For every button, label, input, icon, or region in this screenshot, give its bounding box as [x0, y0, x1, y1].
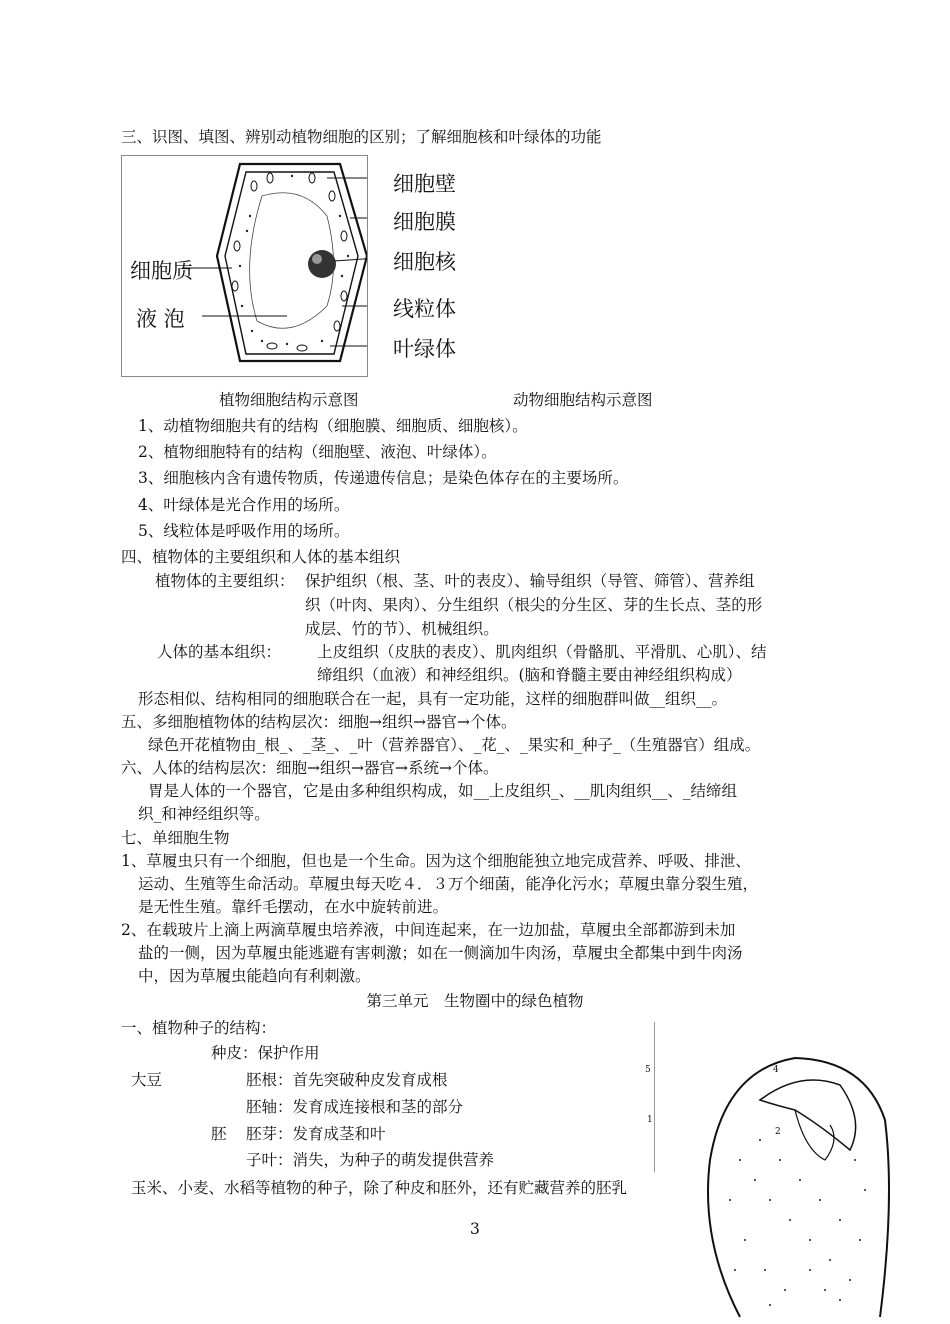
section5-title: 五、多细胞植物体的结构层次：细胞→组织→器官→个体。	[121, 713, 517, 731]
label-mitochondria: 线粒体	[393, 297, 456, 321]
human-tissue-line: 缔组织（血液）和神经组织。(脑和脊髓主要由神经组织构成）	[317, 666, 742, 684]
label-cell-membrane: 细胞膜	[393, 210, 456, 234]
seed-mark: 5	[645, 1065, 651, 1075]
figure-divider	[654, 1022, 655, 1172]
section7-p2-line: 中，因为草履虫能趋向有利刺激。	[138, 967, 371, 985]
label-cytoplasm: 细胞质	[130, 259, 193, 283]
section7-p1-line: 是无性生殖。靠纤毛摆动，在水中旋转前进。	[138, 898, 449, 916]
seed-hypocotyl: 胚轴：发育成连接根和茎的部分	[246, 1098, 464, 1116]
tissue-definition: 形态相似、结构相同的细胞联合在一起，具有一定功能，这样的细胞群叫做__组织__。	[138, 690, 728, 708]
section4-title: 四、植物体的主要组织和人体的基本组织	[121, 548, 401, 566]
human-tissue-label: 人体的基本组织：	[157, 643, 282, 661]
seed-plumule: 胚芽：发育成茎和叶	[246, 1125, 386, 1143]
human-tissue-line: 上皮组织（皮肤的表皮）、肌肉组织（骨骼肌、平滑肌、心肌）、结	[317, 643, 767, 661]
plant-tissue-label: 植物体的主要组织：	[155, 572, 295, 590]
section5-text: 绿色开花植物由_根_、_茎_、_叶（营养器官）、_花_、_果实和_种子_（生殖器官）组成。	[148, 736, 761, 754]
seed-title: 一、植物种子的结构：	[121, 1019, 277, 1037]
seed-mark: 2	[775, 1127, 781, 1137]
embryo-label: 胚	[211, 1125, 227, 1143]
seed-figure	[700, 1040, 940, 1320]
label-chloroplast: 叶绿体	[393, 337, 456, 361]
page-number: 3	[470, 1220, 480, 1238]
label-nucleus: 细胞核	[393, 250, 456, 274]
cell-point: 3、细胞核内含有遗传物质，传递遗传信息；是染色体存在的主要场所。	[138, 469, 629, 487]
unit3-title: 第三单元 生物圈中的绿色植物	[366, 992, 584, 1010]
section6-line: 织_和神经组织等。	[138, 805, 270, 823]
caption-animal-cell: 动物细胞结构示意图	[513, 391, 653, 409]
caption-plant-cell: 植物细胞结构示意图	[219, 391, 359, 409]
section7-p2-line: 盐的一侧，因为草履虫能逃避有害刺激；如在一侧滴加牛肉汤，草履虫全都集中到牛肉汤	[138, 944, 743, 962]
label-cell-wall: 细胞壁	[393, 172, 456, 196]
section3-title: 三、识图、填图、辨别动植物细胞的区别；了解细胞核和叶绿体的功能	[121, 128, 602, 146]
corn-seed-text: 玉米、小麦、水稻等植物的种子，除了种皮和胚外，还有贮藏营养的胚乳	[131, 1179, 628, 1197]
section7-title: 七、单细胞生物	[121, 829, 230, 847]
cell-point: 5、线粒体是呼吸作用的场所。	[138, 522, 350, 540]
plant-tissue-line: 保护组织（根、茎、叶的表皮）、输导组织（导管、筛管）、营养组	[305, 572, 755, 590]
section6-title: 六、人体的结构层次：细胞→组织→器官→系统→个体。	[121, 759, 499, 777]
seed-cotyledon: 子叶：消失，为种子的萌发提供营养	[246, 1151, 495, 1169]
seed-mark: 1	[647, 1115, 653, 1125]
cell-point: 4、叶绿体是光合作用的场所。	[138, 496, 350, 514]
section6-line: 胃是人体的一个器官，它是由多种组织构成，如__上皮组织_、__肌肉组织__、_结缔组	[148, 782, 738, 800]
section7-p1-line: 运动、生殖等生命活动。草履虫每天吃４．３万个细菌，能净化污水；草履虫靠分裂生殖，	[138, 875, 759, 893]
corn-seed-diagram	[700, 1040, 940, 1320]
seed-radicle: 胚根：首先突破种皮发育成根	[246, 1071, 448, 1089]
label-vacuole: 液 泡	[136, 307, 185, 331]
nucleus-shape	[308, 250, 336, 278]
section7-p2-line: 2、在载玻片上滴上两滴草履虫培养液，中间连起来，在一边加盐，草履虫全部都游到未加	[121, 921, 736, 939]
cell-point: 1、动植物细胞共有的结构（细胞膜、细胞质、细胞核）。	[138, 417, 528, 435]
cell-point: 2、植物细胞特有的结构（细胞壁、液泡、叶绿体）。	[138, 443, 497, 461]
section7-p1-line: 1、草履虫只有一个细胞，但也是一个生命。因为这个细胞能独立地完成营养、呼吸、排泄、	[121, 852, 751, 870]
seed-mark: 4	[773, 1065, 779, 1075]
soybean-label: 大豆	[131, 1071, 163, 1089]
seed-coat: 种皮：保护作用	[211, 1044, 320, 1062]
plant-tissue-line: 成层、竹的节）、机械组织。	[305, 620, 499, 638]
plant-tissue-line: 织（叶肉、果肉）、分生组织（根尖的分生区、芽的生长点、茎的形	[305, 596, 763, 614]
